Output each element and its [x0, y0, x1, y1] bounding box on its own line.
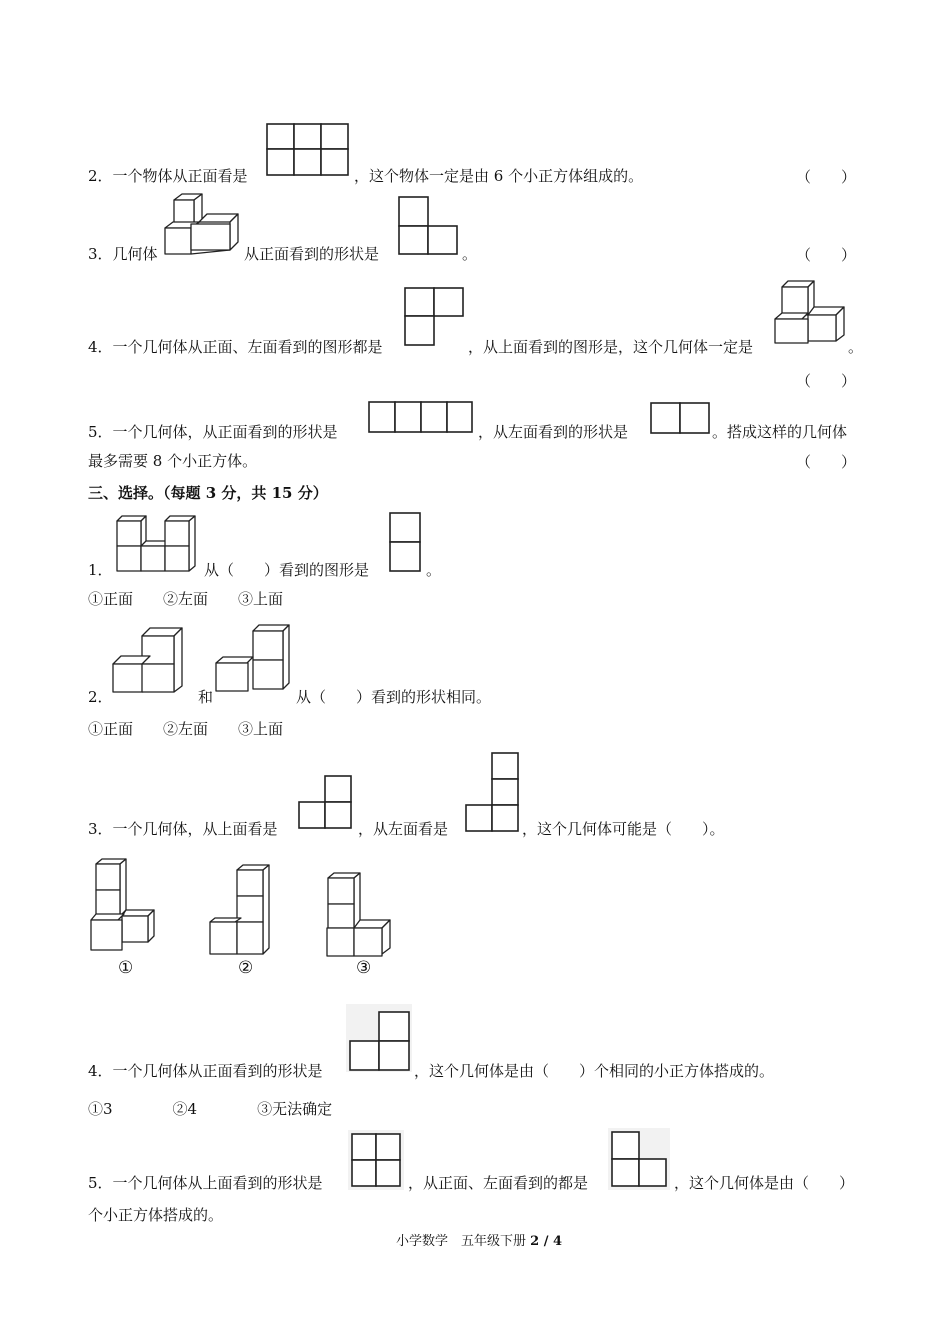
choice-q3-label-1: ① — [118, 958, 134, 978]
choice-q2-options[interactable]: ①正面 ②左面 ③上面 — [88, 720, 284, 738]
choice-q5-top-view-figure — [348, 1130, 404, 1190]
judge-q5-answer-paren[interactable]: （ ） — [796, 453, 857, 471]
judge-q3-front-view-figure — [398, 196, 460, 256]
footer-text: 小学数学 五年级下册 — [396, 1234, 527, 1249]
choice-q3-label-3: ③ — [356, 958, 372, 978]
choice-q2-text-pre: 2． — [88, 688, 113, 706]
page-number: 2 / 4 — [530, 1234, 563, 1249]
judge-q3-text-post: 。 — [462, 245, 478, 263]
judge-q4-text-post: 。 — [848, 338, 864, 356]
choice-q1-cube-figure — [116, 514, 202, 574]
choice-q3-text-post: ，这个几何体可能是（ ）。 — [522, 820, 725, 838]
choice-q5-text-line2: 个小正方体搭成的。 — [88, 1206, 224, 1224]
judge-q3-text-pre: 3．几何体 — [88, 245, 158, 263]
judge-q3-answer-paren[interactable]: （ ） — [796, 246, 857, 264]
choice-q1-text-pre: 1． — [88, 561, 113, 579]
judge-q4-view-figure — [404, 287, 466, 347]
choice-q2-cube-figure-a — [112, 626, 196, 696]
choice-q3-option1-figure[interactable] — [88, 858, 158, 954]
judge-q5-left-view-figure — [650, 402, 712, 436]
judge-q5-front-view-figure — [368, 401, 474, 435]
choice-q5-text-pre: 5．一个几何体从上面看到的形状是 — [88, 1174, 323, 1192]
choice-q5-text-post: ，这个几何体是由（ ） — [674, 1174, 855, 1192]
choice-q2-text-post: 从（ ）看到的形状相同。 — [296, 688, 492, 706]
choice-q3-option3-figure[interactable] — [324, 872, 396, 960]
judge-q4-text-mid: ，从上面看到的图形是，这个几何体一定是 — [468, 338, 754, 356]
judge-q4-answer-paren[interactable]: （ ） — [796, 372, 857, 390]
choice-q1-view-figure — [389, 512, 423, 574]
choice-q3-text-pre: 3．一个几何体，从上面看是 — [88, 820, 278, 838]
judge-q5-text-pre: 5．一个几何体，从正面看到的形状是 — [88, 423, 338, 441]
choice-q4-text-post: ，这个几何体是由（ ）个相同的小正方体搭成的。 — [414, 1062, 775, 1080]
section3-title: 三、选择。（每题 3 分，共 15 分） — [88, 484, 328, 502]
choice-q3-option2-figure[interactable] — [207, 864, 277, 958]
page-footer — [396, 1230, 562, 1249]
choice-q3-text-mid: ，从左面看是 — [358, 820, 449, 838]
judge-q4-text-pre: 4．一个几何体从正面、左面看到的图形都是 — [88, 338, 383, 356]
choice-q2-cube-figure-b — [215, 623, 295, 693]
judge-q2-front-view-figure — [266, 123, 350, 177]
choice-q1-text-mid: 从（ ）看到的图形是 — [204, 561, 370, 579]
choice-q5-text-mid: ，从正面、左面看到的都是 — [408, 1174, 589, 1192]
judge-q4-cube-figure — [774, 279, 848, 345]
judge-q5-text-post: 。搭成这样的几何体 — [712, 423, 848, 441]
choice-q3-label-2: ② — [238, 958, 254, 978]
choice-q4-options[interactable]: ①3 ②4 ③无法确定 — [88, 1100, 333, 1118]
choice-q2-text-mid: 和 — [198, 688, 214, 706]
judge-q5-text-mid: ，从左面看到的形状是 — [478, 423, 629, 441]
judge-q2-answer-paren[interactable]: （ ） — [796, 168, 857, 186]
judge-q2-text-post: ，这个物体一定是由 6 个小正方体组成的。 — [354, 167, 644, 185]
choice-q1-options[interactable]: ①正面 ②左面 ③上面 — [88, 590, 284, 608]
judge-q5-text-line2: 最多需要 8 个小正方体。 — [88, 452, 258, 470]
judge-q3-cube-figure — [164, 192, 244, 258]
choice-q1-text-post: 。 — [426, 561, 442, 579]
choice-q4-text-pre: 4．一个几何体从正面看到的形状是 — [88, 1062, 323, 1080]
choice-q5-front-left-view-figure — [608, 1128, 670, 1190]
choice-q4-front-view-figure — [346, 1004, 412, 1072]
judge-q2-text-pre: 2．一个物体从正面看是 — [88, 167, 248, 185]
judge-q3-text-mid: 从正面看到的形状是 — [244, 245, 380, 263]
choice-q3-top-view-figure — [298, 775, 354, 831]
choice-q3-left-view-figure — [465, 752, 521, 834]
